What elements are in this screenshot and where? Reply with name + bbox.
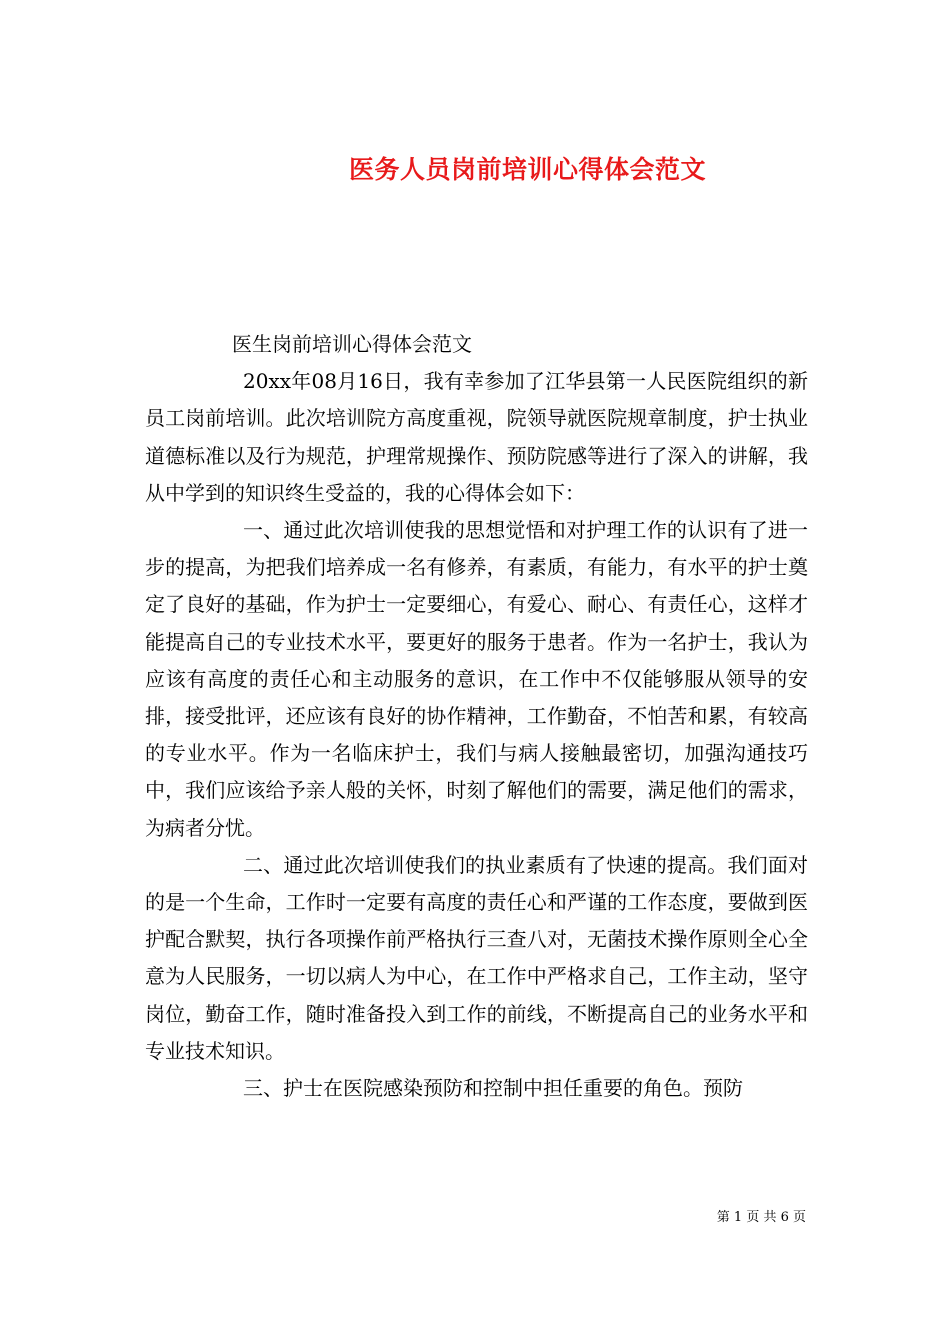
paragraph-section-two: 二、通过此次培训使我们的执业素质有了快速的提高。我们面对的是一个生命，工作时一定要有高度的责任心和严谨的工作态度，要做到医护配合默契，执行各项操作前严格执行三查八对，无菌技术操作原则全心全意为人民服务，一切以病人为中心，在工作中严格求自己，工作主动，坚守岗位，勤奋工作，随时准备投入到工作的前线，不断提高自己的业务水平和专业技术知识。: [145, 852, 808, 1063]
paragraph-section-three: 三、护士在医院感染预防和控制中担任重要的角色。预防: [243, 1076, 743, 1101]
document-body: [145, 326, 808, 1107]
document-subtitle: 医生岗前培训心得体会范文: [232, 332, 472, 356]
page-number-footer: 第 1 页 共 6 页: [716, 1210, 806, 1225]
paragraph-section-one: 一、通过此次培训使我的思想觉悟和对护理工作的认识有了进一步的提高，为把我们培养成一名有修养，有素质，有能力，有水平的护士奠定了良好的基础，作为护士一定要细心，有爱心、耐心、有责任心，这样才能提高自己的专业技术水平，要更好的服务于患者。作为一名护士，我认为应该有高度的责任心和主动服务的意识，在工作中不仅能够服从领导的安排，接受批评，还应该有良好的协作精神，工作勤奋，不怕苦和累，有较高的专业水平。作为一名临床护士，我们与病人接触最密切，加强沟通技巧中，我们应该给予亲人般的关怀，时刻了解他们的需要，满足他们的需求，为病者分忧。: [145, 518, 808, 840]
paragraph-intro: 20xx年08月16日，我有幸参加了江华县第一人民医院组织的新员工岗前培训。此次培训院方高度重视，院领导就医院规章制度，护士执业道德标准以及行为规范，护理常规操作、预防院感等进行了深入的讲解，我从中学到的知识终生受益的，我的心得体会如下：: [145, 369, 808, 505]
document-title: 医务人员岗前培训心得体会范文: [348, 154, 706, 184]
